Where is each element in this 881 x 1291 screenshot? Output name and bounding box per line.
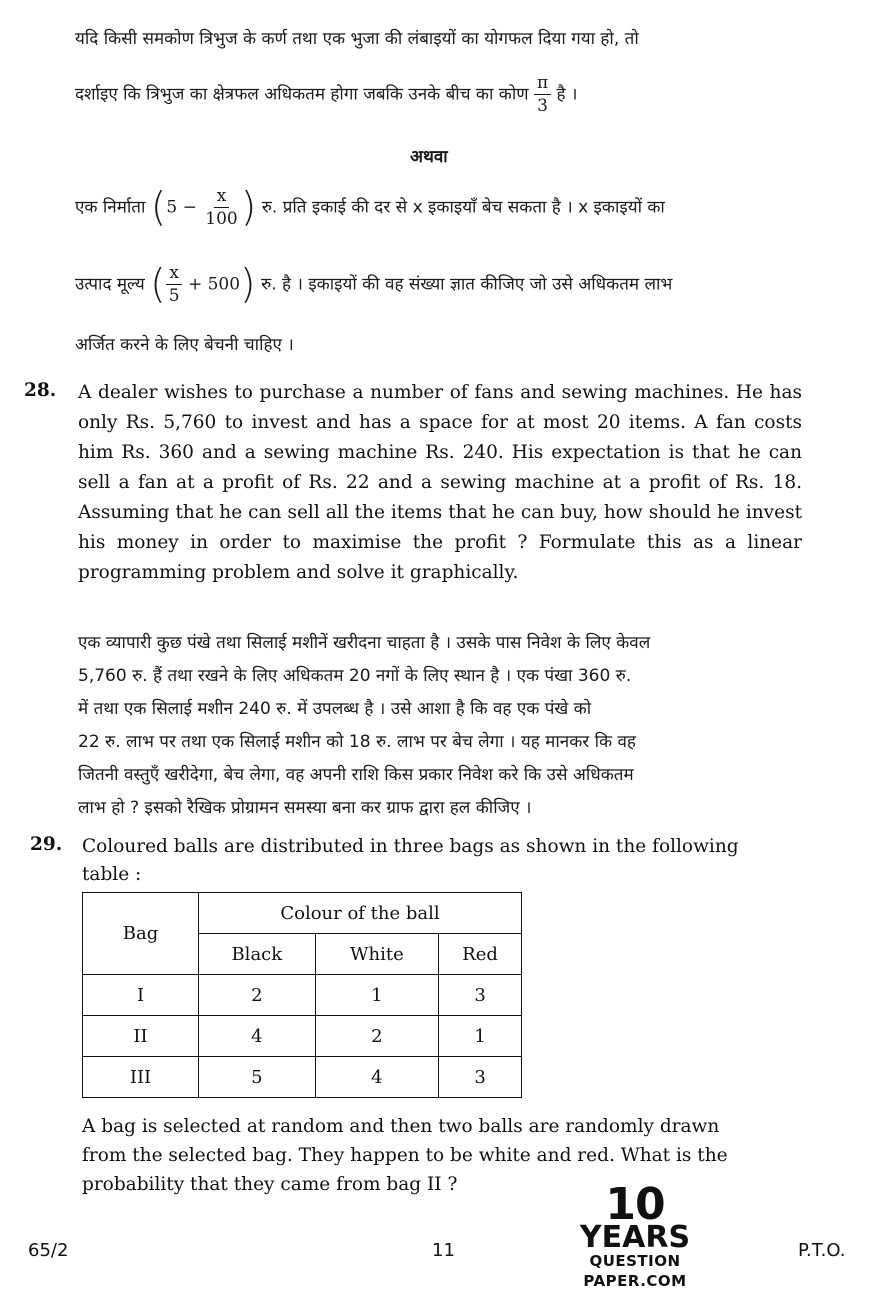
hindi-line-5: अर्जित करने के लिए बेचनी चाहिए । [75,335,294,355]
hindi-line-4 [75,262,672,307]
hindi-line-2-a: दर्शाइए कि त्रिभुज का क्षेत्रफल अधिकतम होगा जबकि उनके बीच का कोण [75,84,529,105]
fraction-numerator: π [534,72,551,95]
hindi-line-3 [75,185,665,230]
paren-expr-a: 5 − [166,197,197,218]
x-over-5-fraction [166,262,183,307]
question-number-28: 28. [24,380,57,401]
question-28-english: A dealer wishes to purchase a number of fans and sewing machines. He has only Rs. 5,760 to invest and has a space for at most 20 items. A fan costs him Rs. 360 and a sewing machine Rs. 240. His expectation is that he can sell a fan at a profit of Rs. 22 and a sewing machine at a profit of Rs. 18. Assuming that he can sell all the items that he can buy, how should he invest his money in order to maximise the profit ? Formulate this as a linear programming problem and solve it graphically. [78,382,802,583]
hindi-line-2 [75,72,577,117]
bag-label: III [83,1057,199,1098]
table-cell: 3 [439,1057,522,1098]
colour-header: Colour of the ball [199,893,522,934]
table-row [83,1057,522,1098]
bag-header: Bag [83,893,199,975]
q28-hindi-line-3: में तथा एक सिलाई मशीन 240 रु. में उपलब्ध है । उसे आशा है कि वह एक पंखे को [78,699,592,719]
fraction-denominator: 5 [168,286,180,306]
table-cell: 3 [439,975,522,1016]
logo-years: YEARS [579,1220,691,1255]
table-cell: 4 [199,1016,316,1057]
q28-hindi-line-2: 5,760 रु. हैं तथा रखने के लिए अधिकतम 20 नगों के लिए स्थान है । एक पंखा 360 रु. [78,666,632,686]
site-logo [555,1179,715,1291]
table-row [83,975,522,1016]
right-paren: ) [240,184,257,231]
hindi-line-3-a: एक निर्माता [75,197,146,218]
fraction-denominator: 100 [205,209,238,229]
table-cell: 1 [439,1016,522,1057]
left-paren: ( [150,184,167,231]
colour-white-header: White [315,934,438,975]
table-cell: 2 [199,975,316,1016]
colour-black-header: Black [199,934,316,975]
pi-over-3-fraction [534,72,551,117]
page-number: 11 [432,1240,455,1261]
hindi-line-3-b: रु. प्रति इकाई की दर से x इकाइयाँ बेच सकता है । x इकाइयों का [261,197,665,218]
athava-heading: अथवा [410,147,448,167]
q28-hindi-line-4: 22 रु. लाभ पर तथा एक सिलाई मशीन को 18 रु. लाभ पर बेच लेगा । यह मानकर कि वह [78,732,636,752]
hindi-line-4-a: उत्पाद मूल्य [75,274,145,295]
bag-label: II [83,1016,199,1057]
q29-after-line-2: from the selected bag. They happen to be white and red. What is the [82,1145,728,1166]
q29-intro-line-1: Coloured balls are distributed in three bags as shown in the following [82,836,739,857]
fraction-numerator: x [214,185,230,208]
table-cell: 4 [315,1057,438,1098]
paper-code: 65/2 [28,1240,69,1261]
colour-red-header: Red [439,934,522,975]
fraction-denominator: 3 [537,96,548,116]
table-row [83,1016,522,1057]
fraction-numerator: x [166,262,182,285]
x-over-100-fraction [202,185,240,230]
right-paren: ) [240,261,256,308]
logo-site: QUESTION PAPER.COM [583,1252,687,1290]
q28-hindi-line-1: एक व्यापारी कुछ पंखे तथा सिलाई मशीनें खरीदना चाहता है । उसके पास निवेश के लिए केवल [78,633,651,653]
logo-ten: 10 [605,1179,665,1230]
table-header-row [83,893,522,934]
bag-label: I [83,975,199,1016]
q28-hindi-line-6: लाभ हो ? इसको रैखिक प्रोग्रामन समस्या बना कर ग्राफ द्वारा हल कीजिए । [78,798,532,818]
table-cell: 5 [199,1057,316,1098]
q28-hindi-line-5: जितनी वस्तुएँ खरीदेगा, बेच लेगा, वह अपनी राशि किस प्रकार निवेश करे कि उसे अधिकतम [78,765,634,785]
pto-label: P.T.O. [798,1240,846,1261]
balls-table [82,892,522,1098]
question-number-29: 29. [30,834,63,855]
q29-after-line-3: probability that they came from bag II ? [82,1174,458,1195]
q29-intro-line-2: table : [82,864,142,885]
table-cell: 2 [315,1016,438,1057]
hindi-line-4-b: रु. है । इकाइयों की वह संख्या ज्ञात कीजिए जो उसे अधिकतम लाभ [261,274,673,295]
paren-expr-b: + 500 [187,274,241,295]
left-paren: ( [150,261,166,308]
hindi-line-1: यदि किसी समकोण त्रिभुज के कर्ण तथा एक भुजा की लंबाइयों का योगफल दिया गया हो, तो [75,29,639,49]
hindi-line-2-b: है । [556,84,578,105]
q29-after-line-1: A bag is selected at random and then two balls are randomly drawn [82,1116,720,1137]
table-cell: 1 [315,975,438,1016]
